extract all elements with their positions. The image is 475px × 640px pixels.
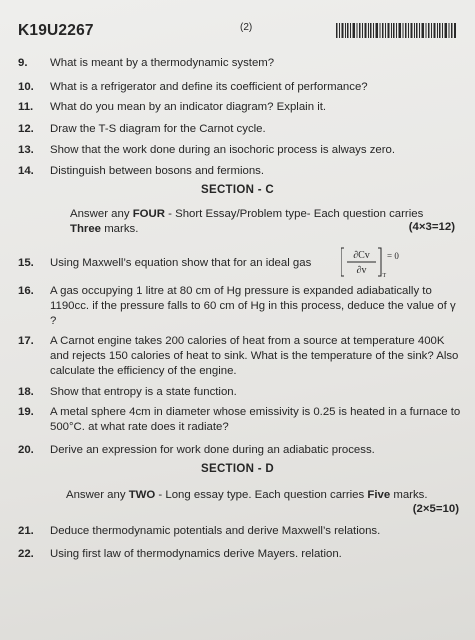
section-c-title: SECTION - C [201,184,274,196]
instr-text: - Long essay type. Each question carries [155,489,368,501]
question-number: 17. [18,335,34,347]
question-number: 10. [18,81,34,93]
question-text: Deduce thermodynamic potentials and derive Maxwell’s relations. [50,525,381,537]
question-9 [18,56,461,71]
question-number: 20. [18,444,34,456]
question-12 [18,122,461,137]
paper-code: K19U2267 [18,22,94,39]
question-text: What do you mean by an indicator diagram? Explain it. [50,101,327,113]
page-number: (2) [240,22,253,33]
question-17 [18,334,461,379]
question-number: 11. [18,101,34,113]
question-text: Show that entropy is a state function. [50,386,237,398]
question-19 [18,405,461,435]
maxwell-formula [341,246,409,278]
question-text: Using first law of thermodynamics derive Mayers. relation. [50,548,342,560]
question-number: 19. [18,406,34,418]
question-10 [18,80,461,95]
question-number: 18. [18,386,34,398]
question-number: 9. [18,57,28,69]
instr-count: FOUR [132,208,165,220]
question-text: What is meant by a thermodynamic system? [50,57,275,69]
question-text: Distinguish between bosons and fermions. [50,165,265,177]
question-text: Derive an expression for work done during an adiabatic process. [50,444,375,456]
question-text: Using Maxwell’s equation show that for an ideal gas [50,257,312,269]
instr-text: Answer any [66,489,129,501]
question-16 [18,284,461,329]
question-13 [18,143,461,158]
instr-weight: Three [70,223,102,235]
section-d-marks: (2×5=10) [412,503,459,515]
section-c-marks: (4×3=12) [408,221,455,233]
section-d-instructions [66,488,457,503]
formula-denominator: ∂v [356,265,367,276]
question-number: 14. [18,165,34,177]
question-20 [18,443,461,458]
question-14 [18,164,461,179]
question-18 [18,385,461,400]
question-text: A Carnot engine takes 200 calories of heat from a source at temperature 400K and rejects 150 calories of heat to sink. What is the temperature of the sink? Also calculate the efficiency of the engine. [50,335,459,377]
formula-subscript: T [382,273,387,278]
question-21 [18,524,461,539]
question-text: Draw the T-S diagram for the Carnot cycle. [50,123,266,135]
question-22 [18,547,461,562]
formula-rhs: = 0 [387,251,399,261]
question-text: A gas occupying 1 litre at 80 cm of Hg pressure is expanded adiabatically to 1190cc. if the pressure falls to 60 cm of Hg in this process, deduce the value of γ ? [50,285,456,327]
question-number: 16. [18,285,34,297]
question-text: Show that the work done during an isochoric process is always zero. [50,144,396,156]
instr-count: TWO [128,489,156,501]
section-c-instructions [70,207,457,237]
question-text: A metal sphere 4cm in diameter whose emissivity is 0.25 is heated in a furnace to 500°C. at what rate does it radiate? [50,406,461,433]
question-11 [18,100,461,115]
question-number: 13. [18,144,34,156]
section-d-title: SECTION - D [201,463,274,475]
question-number: 22. [18,548,34,560]
barcode [336,23,456,38]
instr-text: Answer any [70,208,133,220]
question-number: 12. [18,123,34,135]
instr-text: - Short Essay/Problem type- Each question carries [164,208,424,220]
question-number: 21. [18,525,34,537]
question-number: 15. [18,257,34,269]
question-text: What is a refrigerator and define its coefficient of performance? [50,81,368,93]
instr-text: marks. [101,223,139,235]
instr-text: marks. [390,489,428,501]
formula-numerator: ∂Cv [353,250,370,261]
instr-weight: Five [367,489,391,501]
